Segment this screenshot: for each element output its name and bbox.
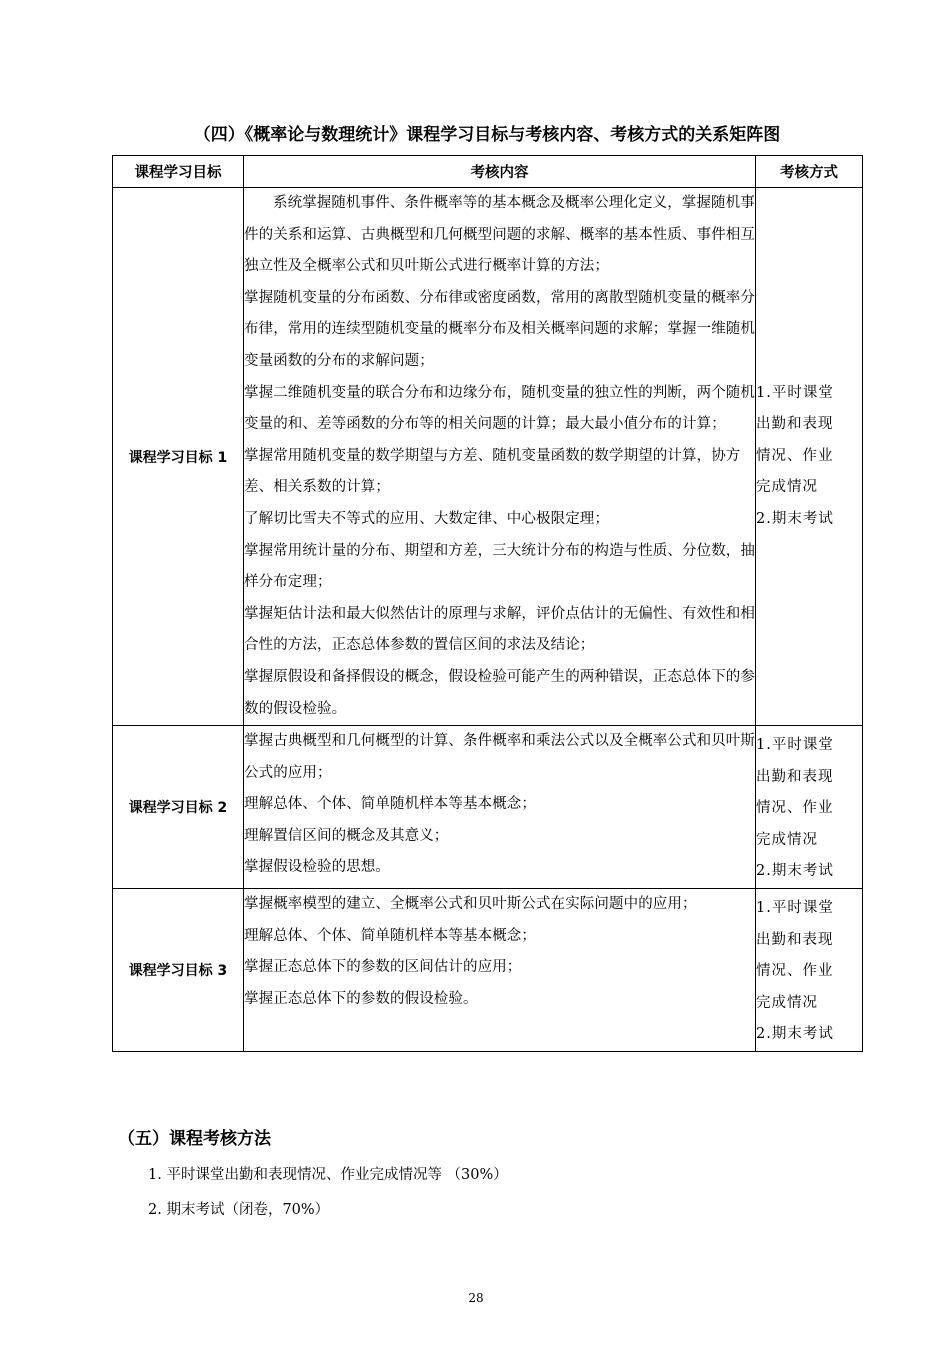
header-content: 考核内容 [244, 156, 756, 188]
content-paragraph: 掌握正态总体下的参数的假设检验。 [244, 990, 478, 1007]
goal-cell: 课程学习目标 3 [113, 889, 244, 1052]
table-header-row [113, 156, 863, 188]
assessment-item: 1. 平时课堂出勤和表现情况、作业完成情况等 （30%） [148, 1167, 508, 1183]
matrix-title: （四）《概率论与数理统计》课程学习目标与考核内容、考核方式的关系矩阵图 [193, 125, 781, 145]
content-cell [244, 889, 756, 1052]
method-text: 1.平时课堂 出勤和表现 情况、作业 完成情况 2.期末考试 [756, 900, 834, 1043]
content-paragraph: 了解切比雪夫不等式的应用、大数定律、中心极限定理； [244, 510, 609, 527]
content-paragraph: 掌握原假设和备择假设的概念，假设检验可能产生的两种错误，正态总体下的参数的假设检验。 [244, 668, 755, 717]
goal-cell: 课程学习目标 2 [113, 726, 244, 889]
table-row [113, 726, 863, 889]
content-paragraph: 系统掌握随机事件、条件概率等的基本概念及概率公理化定义，掌握随机事件的关系和运算、古典概型和几何概型问题的求解、概率的基本性质、事件相互独立性及全概率公式和贝叶斯公式进行概率计算的方法； [244, 195, 755, 275]
method-text: 1.平时课堂 出勤和表现 情况、作业 完成情况 2.期末考试 [756, 384, 834, 527]
content-paragraph: 掌握假设检验的思想。 [244, 859, 390, 876]
content-paragraph: 掌握正态总体下的参数的区间估计的应用； [244, 959, 522, 976]
content-paragraph: 理解置信区间的概念及其意义； [244, 827, 449, 844]
method-cell [756, 889, 863, 1052]
table-row [113, 188, 863, 726]
header-method: 考核方式 [756, 156, 863, 188]
header-goal: 课程学习目标 [113, 156, 244, 188]
assessment-item: 2. 期末考试（闭卷，70%） [148, 1202, 330, 1218]
content-paragraph: 理解总体、个体、简单随机样本等基本概念； [244, 796, 536, 813]
content-paragraph: 掌握二维随机变量的联合分布和边缘分布，随机变量的独立性的判断，两个随机变量的和、差等函数的分布等的相关问题的计算；最大最小值分布的计算； [244, 384, 755, 433]
content-paragraph: 掌握古典概型和几何概型的计算、条件概率和乘法公式以及全概率公式和贝叶斯公式的应用； [244, 733, 755, 781]
content-cell [244, 188, 756, 726]
table-row [113, 889, 863, 1052]
content-cell [244, 726, 756, 889]
content-paragraph: 掌握随机变量的分布函数、分布律或密度函数，常用的离散型随机变量的概率分布律，常用的连续型随机变量的概率分布及相关概率问题的求解；掌握一维随机变量函数的分布的求解问题； [244, 289, 755, 369]
page-number: 28 [468, 1291, 484, 1305]
content-paragraph: 掌握常用统计量的分布、期望和方差，三大统计分布的构造与性质、分位数，抽样分布定理； [244, 542, 755, 591]
method-text: 1.平时课堂 出勤和表现 情况、作业 完成情况 2.期末考试 [756, 737, 834, 880]
content-paragraph: 掌握矩估计法和最大似然估计的原理与求解，评价点估计的无偏性、有效性和相合性的方法，正态总体参数的置信区间的求法及结论； [244, 605, 755, 654]
section-title: （五）课程考核方法 [118, 1129, 271, 1149]
content-paragraph: 理解总体、个体、简单随机样本等基本概念； [244, 927, 536, 944]
content-paragraph: 掌握概率模型的建立、全概率公式和贝叶斯公式在实际问题中的应用； [244, 896, 697, 913]
content-paragraph: 掌握常用随机变量的数学期望与方差、随机变量函数的数学期望的计算，协方差、相关系数的计算； [244, 447, 741, 496]
goal-cell: 课程学习目标 1 [113, 188, 244, 726]
relationship-matrix-table [112, 155, 863, 1052]
method-cell [756, 188, 863, 726]
method-cell [756, 726, 863, 889]
